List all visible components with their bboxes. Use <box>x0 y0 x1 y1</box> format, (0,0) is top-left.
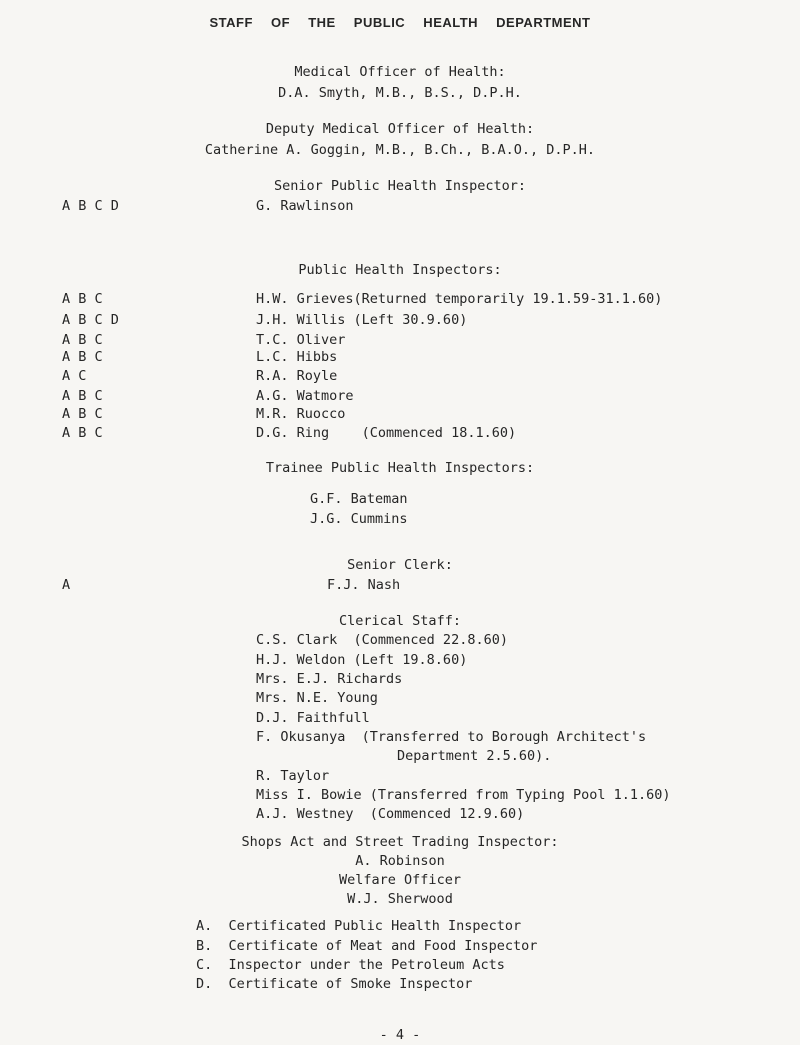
clerical-heading: Clerical Staff: <box>339 613 461 629</box>
phi-name: J.H. Willis (Left 30.9.60) <box>256 312 468 328</box>
legend-item: D. Certificate of Smoke Inspector <box>196 976 473 992</box>
trainee-name: G.F. Bateman <box>310 491 408 507</box>
clerical-name: D.J. Faithfull <box>256 710 370 726</box>
welfare-heading: Welfare Officer <box>339 872 461 888</box>
legend-item: A. Certificated Public Health Inspector <box>196 918 522 934</box>
phi-code: A B C <box>62 406 103 422</box>
deputy-heading: Deputy Medical Officer of Health: <box>265 121 535 137</box>
phi-name: D.G. Ring (Commenced 18.1.60) <box>256 425 517 441</box>
phi-name: R.A. Royle <box>256 368 338 384</box>
senior-phi-code: A B C D <box>62 198 119 214</box>
senior-clerk-code: A <box>62 577 71 593</box>
clerical-name: R. Taylor <box>256 768 330 784</box>
phi-code: A B C <box>62 425 103 441</box>
clerical-name: H.J. Weldon (Left 19.8.60) <box>256 652 468 668</box>
phi-code: A B C <box>62 349 103 365</box>
senior-clerk-name: F.J. Nash <box>327 577 401 593</box>
phi-name: T.C. Oliver <box>256 332 346 348</box>
clerical-name: Mrs. N.E. Young <box>256 690 378 706</box>
clerical-name: Miss I. Bowie (Transferred from Typing Pool 1.1.60) <box>256 787 671 803</box>
clerical-name: A.J. Westney (Commenced 12.9.60) <box>256 806 525 822</box>
deputy-name: Catherine A. Goggin, M.B., B.Ch., B.A.O., D.P.H. <box>204 142 596 158</box>
page-number: - 4 - <box>379 1027 421 1043</box>
page-title: STAFF OF THE PUBLIC HEALTH DEPARTMENT <box>209 15 591 30</box>
senior-phi-heading: Senior Public Health Inspector: <box>274 178 526 194</box>
phi-code: A B C <box>62 291 103 307</box>
phi-name: L.C. Hibbs <box>256 349 338 365</box>
senior-phi-name: G. Rawlinson <box>256 198 354 214</box>
phi-code: A B C <box>62 332 103 348</box>
phi-code: A B C <box>62 388 103 404</box>
phi-code: A C <box>62 368 87 384</box>
phi-name: A.G. Watmore <box>256 388 354 404</box>
phi-name: M.R. Ruocco <box>256 406 346 422</box>
moh-name: D.A. Smyth, M.B., B.S., D.P.H. <box>278 85 522 101</box>
legend-item: C. Inspector under the Petroleum Acts <box>196 957 505 973</box>
clerical-name: Mrs. E.J. Richards <box>256 671 403 687</box>
shops-name: A. Robinson <box>355 853 445 869</box>
trainee-name: J.G. Cummins <box>310 511 408 527</box>
clerical-name: C.S. Clark (Commenced 22.8.60) <box>256 632 508 648</box>
shops-heading: Shops Act and Street Trading Inspector: <box>241 834 559 850</box>
trainee-heading: Trainee Public Health Inspectors: <box>265 460 535 476</box>
moh-heading: Medical Officer of Health: <box>294 64 506 80</box>
phi-heading: Public Health Inspectors: <box>298 262 502 278</box>
clerical-name: F. Okusanya (Transferred to Borough Architect's <box>256 729 647 745</box>
legend-item: B. Certificate of Meat and Food Inspector <box>196 938 538 954</box>
phi-name: H.W. Grieves(Returned temporarily 19.1.59-31.1.60) <box>256 291 663 307</box>
clerical-name-continuation: Department 2.5.60). <box>397 748 552 764</box>
senior-clerk-heading: Senior Clerk: <box>347 557 453 573</box>
phi-code: A B C D <box>62 312 119 328</box>
welfare-name: W.J. Sherwood <box>347 891 453 907</box>
